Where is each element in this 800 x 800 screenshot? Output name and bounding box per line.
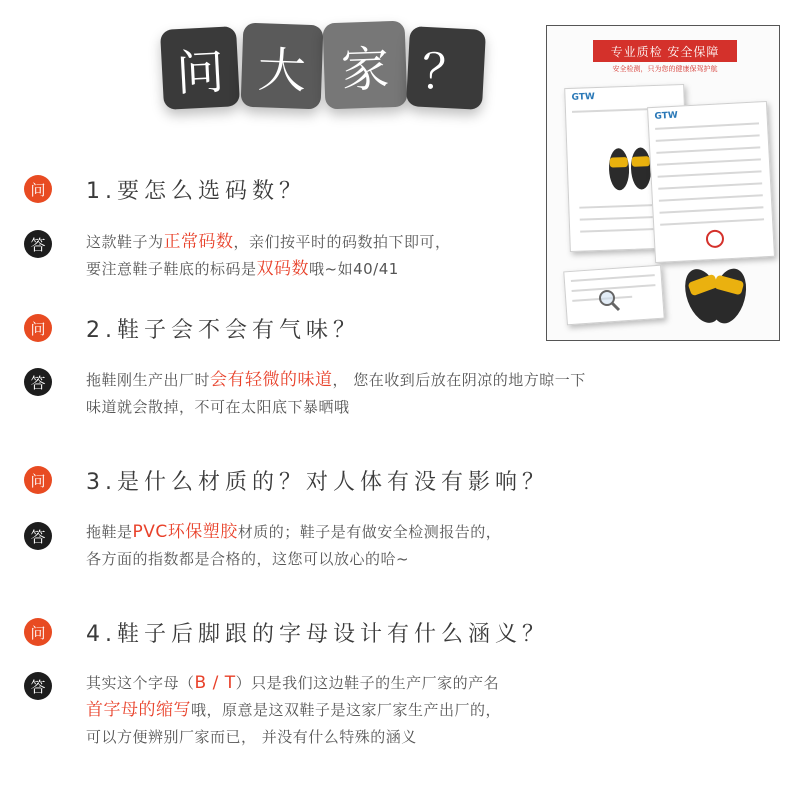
title-tiles — [162, 20, 482, 120]
answer-badge: 答 — [24, 368, 52, 396]
answer-line: 拖鞋是PVC环保塑胶材质的；鞋子是有做安全检测报告的， — [86, 522, 502, 542]
red-stamp-icon — [704, 228, 725, 249]
question-badge: 问 — [24, 466, 52, 494]
question-badge: 问 — [24, 618, 52, 646]
title-tile-2: 大 — [241, 23, 324, 110]
question-2: 2.鞋子会不会有气味？ — [86, 318, 360, 343]
answer-line: 味道就会散掉，不可在太阳底下暴晒哦 — [86, 398, 350, 416]
answer-line: 各方面的指数都是合格的，这您可以放心的哈~ — [86, 550, 410, 568]
answer-badge: 答 — [24, 522, 52, 550]
slipper-photo-icon — [677, 262, 755, 328]
answer-line: 其实这个字母（B / T）只是我们这边鞋子的生产厂家的产名 — [86, 673, 500, 693]
question-badge: 问 — [24, 175, 52, 203]
gtw-logo: GTW — [571, 92, 595, 103]
title-tile-1: 问 — [160, 26, 240, 110]
title-tile-4: ？ — [406, 26, 486, 110]
answer-line: 要注意鞋子鞋底的标码是双码数哦~如40/41 — [86, 259, 399, 279]
test-report-page-2 — [647, 101, 775, 263]
question-1: 1.要怎么选码数？ — [86, 179, 306, 204]
question-4: 4.鞋子后脚跟的字母设计有什么涵义？ — [86, 622, 549, 647]
answer-3 — [86, 519, 501, 573]
answer-badge: 答 — [24, 672, 52, 700]
answer-line: 这款鞋子为正常码数，亲们按平时的码数拍下即可， — [86, 232, 451, 252]
title-tile-3: 家 — [323, 21, 408, 110]
answer-4 — [86, 670, 501, 751]
gtw-logo-2: GTW — [654, 110, 679, 122]
magnifier-icon — [597, 288, 621, 312]
answer-1 — [86, 229, 451, 283]
answer-line: 首字母的缩写哦，原意是这双鞋子是这家厂家生产出厂的， — [86, 700, 502, 720]
answer-line: 拖鞋刚生产出厂时会有轻微的味道， 您在收到后放在阴凉的地方晾一下 — [86, 370, 586, 390]
question-3: 3.是什么材质的？对人体有没有影响？ — [86, 470, 549, 495]
answer-badge: 答 — [24, 230, 52, 258]
answer-2 — [86, 367, 586, 421]
question-badge: 问 — [24, 314, 52, 342]
certificate-banner: 专业质检 安全保障 — [593, 40, 737, 62]
certificate-subtitle: 安全检测，只为您的健康保驾护航 — [612, 65, 718, 73]
quality-certificate-image — [546, 25, 780, 341]
answer-line: 可以方便辨别厂家而已， 并没有什么特殊的涵义 — [86, 728, 417, 746]
